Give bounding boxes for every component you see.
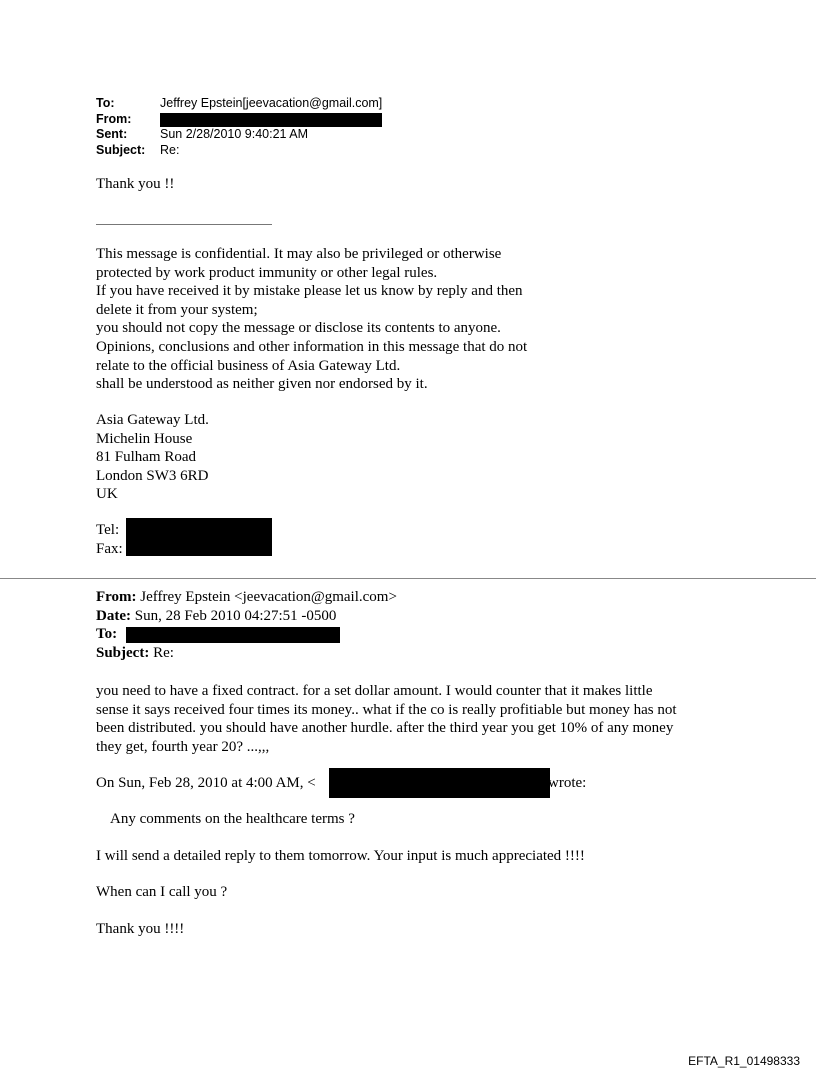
redaction-bar — [160, 113, 382, 127]
quoted-thanks: Thank you !!!! — [96, 921, 185, 937]
redaction-bar — [126, 518, 272, 556]
header-from-row — [96, 112, 382, 128]
subject-value: Re: — [160, 142, 180, 157]
quoted-from-row — [96, 588, 397, 607]
disclaimer-line: shall be understood as neither given nor endorsed by it. — [96, 376, 428, 393]
reply-line: been distributed. you should have another hurdle. after the third year you get 10% of any money — [96, 720, 674, 737]
reply-line: sense it says received four times its money.. what if the co is really profitiable but money has not — [96, 701, 677, 718]
address-line: Michelin House — [96, 430, 193, 447]
header-sent-row — [96, 127, 382, 143]
disclaimer-line: If you have received it by mistake please let us know by reply and then — [96, 283, 523, 300]
disclaimer — [96, 245, 527, 394]
quoted-header — [96, 588, 397, 662]
company-address — [96, 411, 209, 504]
to-label: To: — [96, 96, 115, 110]
from-label: From: — [96, 111, 132, 126]
quoted-reply-note: I will send a detailed reply to them tomorrow. Your input is much appreciated !!!! — [96, 848, 585, 864]
quoted-subject-row — [96, 644, 397, 663]
quote-intro-suffix: wrote: — [548, 775, 587, 791]
quote-intro-prefix: On Sun, Feb 28, 2010 at 4:00 AM, < — [96, 775, 316, 791]
quoted-to-label: To: — [96, 626, 118, 643]
disclaimer-line: Opinions, conclusions and other information in this message that do not — [96, 338, 528, 355]
email-header — [96, 96, 382, 158]
address-line: UK — [96, 486, 118, 503]
quoted-date-row — [96, 607, 397, 626]
reply-line: you need to have a fixed contract. for a set dollar amount. I would counter that it makes little — [96, 683, 653, 699]
disclaimer-line: This message is confidential. It may also be privileged or otherwise — [96, 246, 502, 262]
reply-line: they get, fourth year 20? ...,,, — [96, 738, 270, 755]
quoted-date-value: Sun, 28 Feb 2010 04:27:51 -0500 — [134, 607, 337, 624]
disclaimer-line: protected by work product immunity or other legal rules. — [96, 264, 438, 281]
redaction-bar — [126, 627, 340, 643]
quoted-from-value: Jeffrey Epstein <jeevacation@gmail.com> — [140, 589, 397, 605]
document-id: EFTA_R1_01498333 — [688, 1054, 800, 1068]
disclaimer-line: you should not copy the message or disclose its contents to anyone. — [96, 320, 501, 337]
disclaimer-line: relate to the official business of Asia Gateway Ltd. — [96, 357, 401, 374]
quoted-call-question: When can I call you ? — [96, 884, 228, 900]
header-subject-row — [96, 143, 382, 159]
section-divider — [0, 578, 816, 579]
fax-label: Fax: — [96, 541, 123, 557]
reply-body — [96, 682, 677, 756]
address-line: London SW3 6RD — [96, 467, 209, 484]
quoted-from-label: From: — [96, 589, 137, 605]
to-value: Jeffrey Epstein[jeevacation@gmail.com] — [160, 96, 383, 110]
signature-divider — [96, 224, 272, 225]
tel-label: Tel: — [96, 522, 120, 538]
address-line: 81 Fulham Road — [96, 449, 196, 466]
address-line: Asia Gateway Ltd. — [96, 412, 209, 428]
quoted-date-label: Date: — [96, 607, 131, 624]
disclaimer-line: delete it from your system; — [96, 301, 258, 318]
quoted-question: Any comments on the healthcare terms ? — [110, 811, 355, 827]
sent-label: Sent: — [96, 127, 128, 141]
header-to-row — [96, 96, 382, 112]
redaction-bar — [329, 768, 550, 798]
sent-value: Sun 2/28/2010 9:40:21 AM — [160, 127, 309, 141]
quoted-subject-value: Re: — [153, 644, 174, 661]
greeting-text: Thank you !! — [96, 176, 175, 192]
quoted-subject-label: Subject: — [96, 644, 150, 661]
subject-label: Subject: — [96, 142, 146, 157]
